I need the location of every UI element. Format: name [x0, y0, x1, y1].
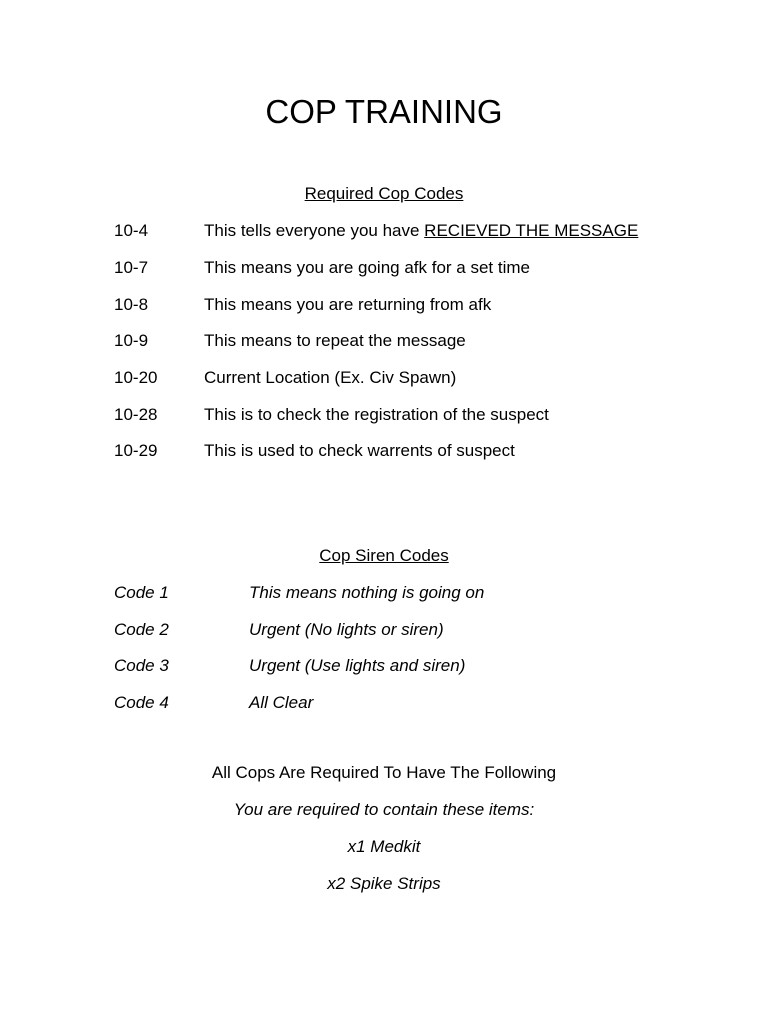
siren-code: Code 3 [114, 656, 169, 675]
cop-code-row [0, 257, 768, 279]
cop-code-description: This is used to check warrents of suspect [204, 441, 515, 460]
siren-code-row [0, 582, 768, 604]
siren-code: Code 1 [114, 583, 169, 602]
siren-code-description: Urgent (Use lights and siren) [249, 656, 466, 675]
siren-code-description: This means nothing is going on [249, 583, 485, 602]
cop-code-description: This is to check the registration of the suspect [204, 405, 549, 424]
siren-code-row [0, 619, 768, 641]
cop-code: 10-8 [114, 295, 149, 314]
required-item: x1 Medkit [347, 837, 421, 856]
cop-code-row [0, 220, 768, 242]
siren-code-row [0, 692, 768, 714]
required-item: x2 Spike Strips [327, 874, 441, 893]
cop-code-row [0, 440, 768, 462]
cop-code-description: Current Location (Ex. Civ Spawn) [204, 368, 457, 387]
siren-code-row [0, 655, 768, 677]
siren-code-description: All Clear [249, 693, 314, 712]
cop-code: 10-20 [114, 368, 158, 387]
requirements-heading: All Cops Are Required To Have The Following [211, 763, 557, 782]
cop-codes-heading: Required Cop Codes [304, 184, 464, 203]
siren-code-description: Urgent (No lights or siren) [249, 620, 444, 639]
cop-code: 10-9 [114, 331, 149, 350]
siren-codes-heading: Cop Siren Codes [319, 546, 449, 565]
cop-code-description: This means to repeat the message [204, 331, 466, 350]
cop-code-description: This means you are returning from afk [204, 295, 492, 314]
cop-code: 10-7 [114, 258, 149, 277]
cop-code: 10-28 [114, 405, 158, 424]
cop-code-emphasis: RECIEVED THE MESSAGE [424, 221, 639, 240]
cop-code-row [0, 330, 768, 352]
page-title: COP TRAINING [265, 93, 503, 130]
siren-code: Code 2 [114, 620, 169, 639]
cop-code-description [204, 220, 638, 242]
cop-code-text: This tells everyone you have [204, 221, 425, 240]
cop-code-row [0, 294, 768, 316]
cop-code-description: This means you are going afk for a set time [204, 258, 530, 277]
siren-code: Code 4 [114, 693, 169, 712]
cop-code: 10-4 [114, 221, 149, 240]
cop-code-row [0, 404, 768, 426]
cop-code-row [0, 367, 768, 389]
cop-code: 10-29 [114, 441, 158, 460]
requirements-subheading: You are required to contain these items: [233, 800, 535, 819]
